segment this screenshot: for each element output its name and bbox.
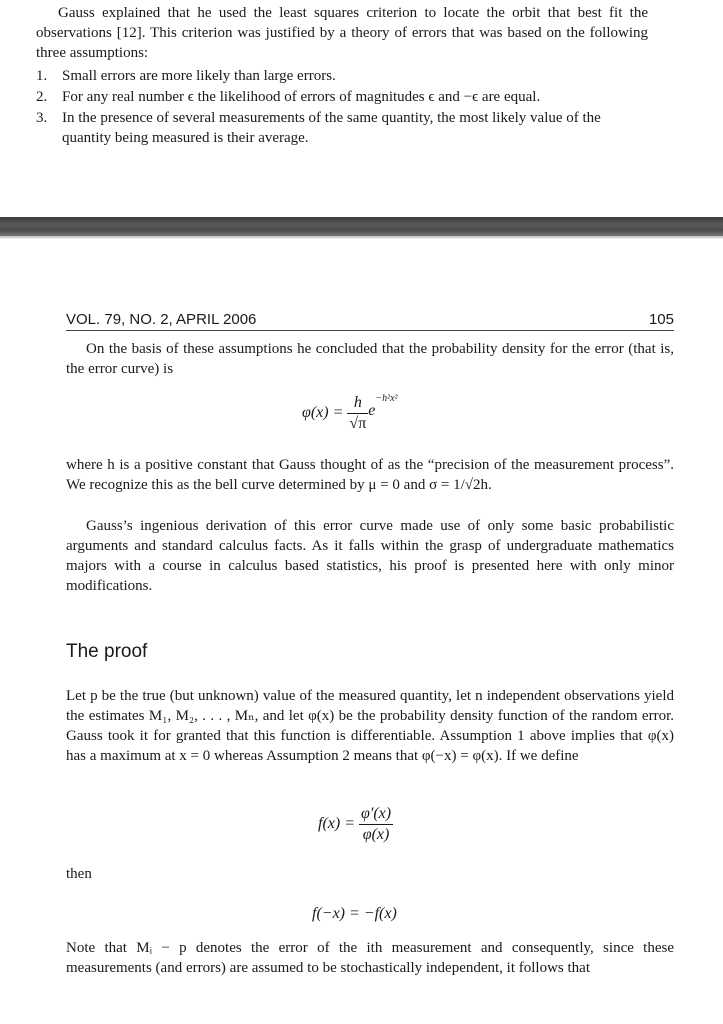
assumption-item: 3. In the presence of several measurements of the same quantity, the most likely value of the quantity being measured is their average. [36, 110, 601, 146]
page-number: 105 [648, 311, 674, 328]
running-head [66, 310, 674, 331]
paragraph-4: Let p be the true (but unknown) value of the measured quantity, let n independent observations yield the estimates M₁, M₂, . . . , Mₙ, and let φ(x) be the probability density function of the random error. Gauss took it for granted that this function is differentiable. Assumption 1 above implies that φ(x) has a maximum at x = 0 whereas Assumption 2 means that φ(−x) = φ(x). If we define [66, 688, 674, 764]
paragraph-3: Gauss’s ingenious derivation of this error curve made use of only some basic probabilistic arguments and standard calculus facts. As it falls within the grasp of undergraduate mathematics majors with a course in calculus based statistics, his proof is presented here with only minor modifications. [66, 518, 674, 594]
page-divider [0, 217, 723, 236]
assumption-item: 2. For any real number ϵ the likelihood of errors of magnitudes ϵ and −ϵ are equal. [36, 89, 541, 105]
journal-info: VOL. 79, NO. 2, APRIL 2006 [66, 311, 257, 328]
equation-error-curve: φ(x) = $\frac{h}{√\pi}$ $e^{-h^2x^2}$ [302, 392, 398, 432]
assumption-item: 1. Small errors are more likely than large errors. [36, 68, 336, 84]
section-title: The proof [66, 641, 148, 662]
paragraph-5: Note that Mᵢ − p denotes the error of the ith measurement and consequently, since these measurements (and errors) are assumed to be stochastically independent, it follows that [66, 940, 674, 976]
equation-odd-symmetry: f(−x) = −f(x) [312, 905, 397, 922]
equation-f-definition: f(x) = $\frac{\varphi'(x)}{\varphi(x)}$ [318, 805, 392, 843]
then-text: then [66, 866, 92, 882]
assumptions-list [36, 66, 648, 148]
paragraph-1: On the basis of these assumptions he concluded that the probability density for the error (that is, the error curve) is [66, 341, 674, 377]
intro-paragraph: Gauss explained that he used the least squares criterion to locate the orbit that best fit the observations [12]. This criterion was justified by a theory of errors that was based on the following three assumptions: [36, 5, 648, 61]
paragraph-2: where h is a positive constant that Gauss thought of as the “precision of the measurement process”. We recognize this as the bell curve determined by μ = 0 and σ = 1/√2h. [66, 457, 674, 493]
